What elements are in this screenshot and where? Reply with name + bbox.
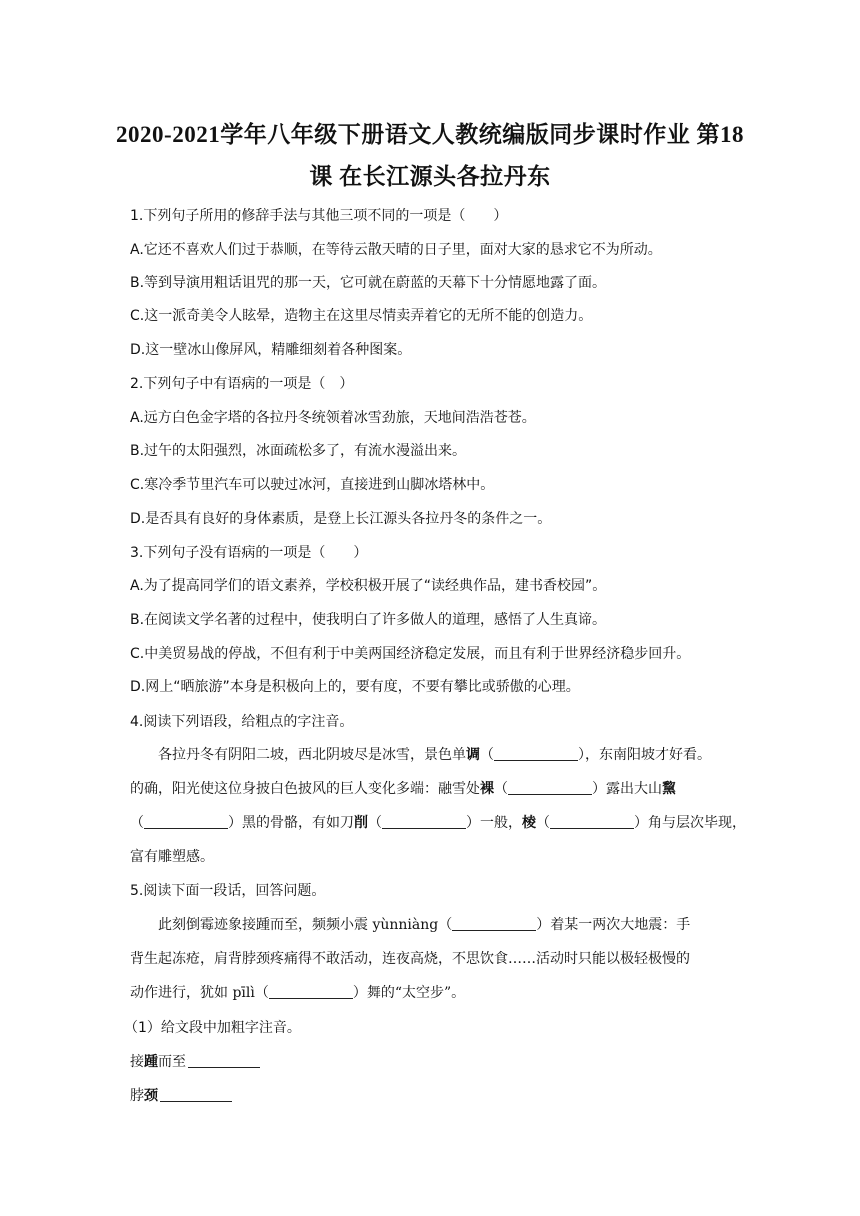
q5-item-2: 脖颈 <box>130 1085 232 1105</box>
q4-passage-line-4: 富有雕塑感。 <box>130 849 214 865</box>
q2-option-b: B.过午的太阳强烈，冰面疏松多了，有流水漫溢出来。 <box>130 443 467 459</box>
q4-passage-line-1: 各拉丹冬有阴阳二坡，西北阴坡尽是冰雪，景色单调（ ），东南阳坡才好看。 <box>158 747 711 763</box>
answer-blank[interactable] <box>160 1087 232 1102</box>
q4-stem: 4.阅读下列语段，给粗点的字注音。 <box>130 714 354 730</box>
q3-option-a: A.为了提高同学们的语文素养，学校积极开展了“读经典作品，建书香校园”。 <box>130 578 607 594</box>
q3-option-d: D.网上“晒旅游”本身是积极向上的，要有度，不要有攀比或骄傲的心理。 <box>130 679 580 695</box>
q5-passage-line-3: 动作进行，犹如 pīlì（ ）舞的“太空步”。 <box>130 985 466 1001</box>
answer-blank[interactable] <box>550 814 634 829</box>
q1-option-d: D.这一壁冰山像屏风，精雕细刻着各种图案。 <box>130 342 412 358</box>
answer-blank[interactable] <box>508 780 592 795</box>
answer-blank[interactable] <box>494 746 578 761</box>
q4-passage-line-2: 的确，阳光使这位身披白色披风的巨人变化多端：融雪处裸（ ）露出大山黧 <box>130 781 676 797</box>
q2-stem: 2.下列句子中有语病的一项是（ ） <box>130 376 354 392</box>
q1-stem: 1.下列句子所用的修辞手法与其他三项不同的一项是（ ） <box>130 208 508 224</box>
document-title-line-2: 课 在长江源头各拉丹东 <box>309 164 551 189</box>
q3-option-c: C.中美贸易战的停战，不但有利于中美两国经济稳定发展，而且有利于世界经济稳步回升。 <box>130 646 691 662</box>
q1-option-b: B.等到导演用粗话诅咒的那一天，它可就在蔚蓝的天幕下十分情愿地露了面。 <box>130 275 607 291</box>
q5-subquestion-1: （1）给文段中加粗字注音。 <box>124 1020 301 1036</box>
q2-option-c: C.寒冷季节里汽车可以驶过冰河，直接进到山脚冰塔林中。 <box>130 477 495 493</box>
q5-passage-line-2: 背生起冻疮，肩背脖颈疼痛得不敢活动，连夜高烧，不思饮食……活动时只能以极轻极慢的 <box>130 951 690 967</box>
document-title-line-1: 2020-2021学年八年级下册语文人教统编版同步课时作业 第18 <box>116 122 744 147</box>
answer-blank[interactable] <box>452 916 536 931</box>
q2-option-d: D.是否具有良好的身体素质，是登上长江源头各拉丹冬的条件之一。 <box>130 511 552 527</box>
emphasized-char: 削 <box>354 815 368 831</box>
q3-option-b: B.在阅读文学名著的过程中，使我明白了许多做人的道理，感悟了人生真谛。 <box>130 612 607 628</box>
answer-blank[interactable] <box>269 984 353 999</box>
q3-stem: 3.下列句子没有语病的一项是（ ） <box>130 545 368 561</box>
emphasized-char: 颈 <box>144 1088 158 1104</box>
q5-passage-line-1: 此刻倒霉迹象接踵而至，频频小震 yùnniàng（ ）着某一两次大地震：手 <box>158 917 691 933</box>
emphasized-char: 踵 <box>144 1054 158 1070</box>
q5-stem: 5.阅读下面一段话，回答问题。 <box>130 883 326 899</box>
q1-option-c: C.这一派奇美令人眩晕，造物主在这里尽情卖弄着它的无所不能的创造力。 <box>130 308 593 324</box>
q1-option-a: A.它还不喜欢人们过于恭顺，在等待云散天晴的日子里，面对大家的恳求它不为所动。 <box>130 242 662 258</box>
answer-blank[interactable] <box>188 1053 260 1068</box>
q2-option-a: A.远方白色金字塔的各拉丹冬统领着冰雪劲旅，天地间浩浩苍苍。 <box>130 410 536 426</box>
q4-passage-line-3: （ ）黑的骨骼，有如刀削（ ）一般，棱（ ）角与层次毕现， <box>130 815 746 831</box>
emphasized-char: 黧 <box>662 781 676 797</box>
answer-blank[interactable] <box>144 814 228 829</box>
emphasized-char: 裸 <box>480 781 494 797</box>
emphasized-char: 棱 <box>522 815 536 831</box>
answer-blank[interactable] <box>382 814 466 829</box>
emphasized-char: 调 <box>466 747 480 763</box>
q5-item-1: 接踵而至 <box>130 1051 260 1071</box>
